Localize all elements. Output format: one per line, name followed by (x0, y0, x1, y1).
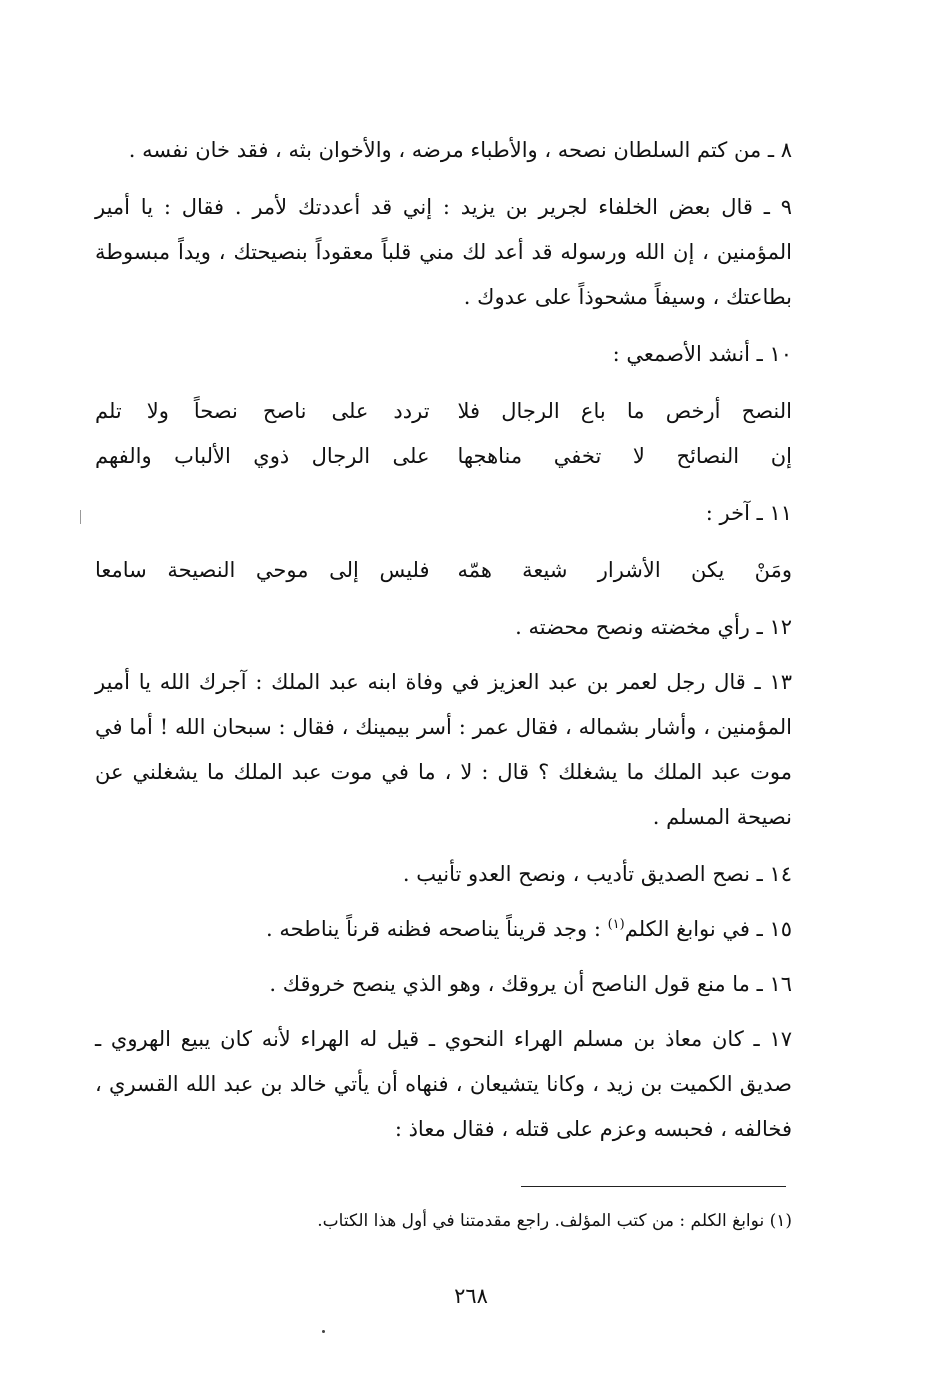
paragraph-13: ١٣ ـ قال رجل لعمر بن عبد العزيز في وفاة ابنه عبد الملك : آجرك الله يا أمير المؤمنين ، وأشار بشماله ، فقال عمر : أسر بيمينك ، فقال : سبحان الله ! أما في موت عبد الملك ما يشغلك ؟ قال : لا ، ما في موت عبد الملك ما يشغلني عن نصيحة المسلم . (95, 670, 792, 829)
paragraph-15-rest: : وجد قريناً يناصحه فظنه قرناً يناطحه . (266, 917, 608, 941)
verse-hemistich-second: على الرجال ذوي الألباب والفهم (95, 444, 430, 468)
footnote: (١) نوابغ الكلم : من كتب المؤلف. راجع مقدمتنا في أول هذا الكتاب. (317, 1211, 792, 1231)
verse-block-11 (95, 548, 792, 593)
paragraph-8: ٨ ـ من كتم السلطان نصحه ، والأطباء مرضه ، والأخوان بثه ، فقد خان نفسه . (128, 138, 792, 162)
margin-mark (80, 510, 81, 524)
verse-line-1 (95, 389, 792, 434)
heading-11: ١١ ـ آخر : (705, 501, 792, 525)
paragraph-15 (95, 907, 792, 952)
verse-hemistich-second: فليس إلى موحي النصيحة سامعا (95, 558, 430, 582)
footnote-reference[interactable]: (١) (607, 917, 625, 932)
page-number: ٢٦٨ (454, 1284, 488, 1308)
paragraph-17: ١٧ ـ كان معاذ بن مسلم الهراء النحوي ـ قيل له الهراء لأنه كان يبيع الهروي ـ صديق الكميت بن زيد ، وكانا يتشيعان ، فنهاه أن يأتي خالد بن عبد الله القسري ، فخالفه ، فحبسه وعزم على قتله ، فقال معاذ : (95, 1027, 792, 1141)
verse-line-1 (95, 548, 792, 593)
page-body (95, 128, 792, 1164)
footnote-divider (521, 1186, 786, 1187)
paragraph-9: ٩ ـ قال بعض الخلفاء لجرير بن يزيد : إني قد أعددتك لأمر . فقال : يا أمير المؤمنين ، إن الله ورسوله قد أعد لك مني قلباً معقوداً بنصيحتك ، ويداً مبسوطة بطاعتك ، وسيفاً مشحوذاً على عدوك . (95, 195, 792, 309)
paragraph-16: ١٦ ـ ما منع قول الناصح أن يروقك ، وهو الذي ينصح خروقك . (269, 972, 792, 996)
verse-hemistich-first: ومَنْ يكن الأشرار شيعة همّه (457, 558, 792, 582)
paragraph-14: ١٤ ـ نصح الصديق تأديب ، ونصح العدو تأنيب . (402, 862, 792, 886)
paragraph-15-lead: ١٥ ـ في نوابغ الكلم (624, 917, 792, 941)
verse-hemistich-first: إن النصائح لا تخفي مناهجها (457, 444, 792, 468)
paragraph-12: ١٢ ـ رأي مخضته ونصح محضته . (515, 615, 792, 639)
heading-10: ١٠ ـ أنشد الأصمعي : (612, 342, 792, 366)
verse-block-10 (95, 389, 792, 479)
verse-hemistich-second: تردد على ناصح نصحاً ولا تلم (95, 399, 430, 423)
verse-line-2 (95, 434, 792, 479)
verse-hemistich-first: النصح أرخص ما باع الرجال فلا (457, 399, 792, 423)
scan-speck (322, 1330, 325, 1333)
